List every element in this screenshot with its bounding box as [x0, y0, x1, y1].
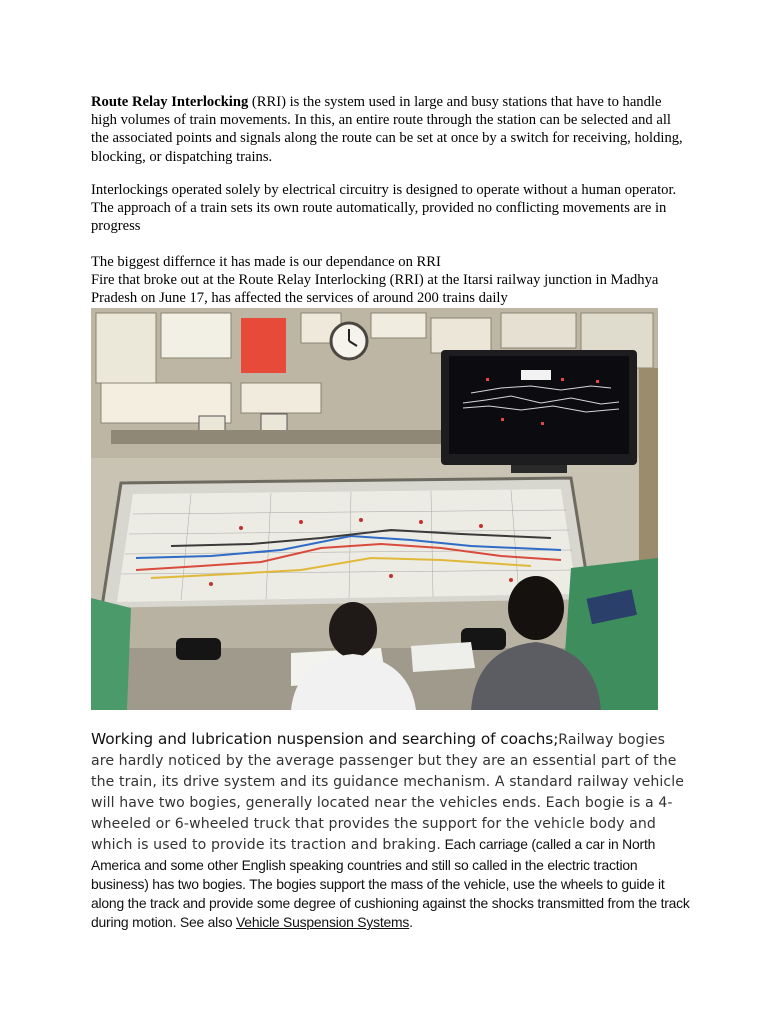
control-room-photo: [91, 308, 658, 710]
rri-term: Route Relay Interlocking: [91, 94, 249, 110]
bogie-lead-text: Railway bogies are hardly noticed by the average passenger but they are an essential part of the the train, its drive system and its guidance mechanism. A standard railway vehicle will have two bogies, generally located near the vehicles ends. Each bogie is a 4-wheeled or 6-wheeled truck that provides the support for the vehicle body and which is used to provide its traction and braking.: [91, 732, 685, 853]
vehicle-suspension-link[interactable]: Vehicle Suspension Systems: [236, 914, 410, 930]
dependance-line: The biggest differnce it has made is our dependance on RRI: [91, 254, 441, 270]
bogie-detail-text: Each carriage (called a car in North America and some other English speaking countries and still so called in the electric traction business) has two bogies. The bogies support the mass of the vehicle, use the wheels to guide it along the track and provide some degree of cushioning against the shocks transmitted from the track during motion. See also: [91, 836, 690, 930]
electrical-interlocking-paragraph: Interlockings operated solely by electrical circuitry is designed to operate without a human operator. The approach of a train sets its own route automatically, provided no conflicting movements are in progress: [91, 182, 677, 235]
rri-intro-text: (RRI) is the system used in large and busy stations that have to handle high volumes of train movements. In this, an entire route through the station can be selected and all the associated points and signals along the route can be set at once by a switch for receiving, holding, blocking, or dispatching trains.: [91, 94, 683, 165]
fire-line: Fire that broke out at the Route Relay Interlocking (RRI) at the Itarsi railway junction in Madhya Pradesh on June 17, has affected the services of around 200 trains daily: [91, 272, 659, 307]
bogie-section: [91, 729, 691, 931]
trailing-period: .: [409, 914, 413, 930]
rri-intro-paragraph: [91, 93, 691, 166]
bogie-heading: Working and lubrication nuspension and searching of coachs;: [91, 730, 559, 748]
itarsi-fire-paragraph: [91, 253, 691, 308]
